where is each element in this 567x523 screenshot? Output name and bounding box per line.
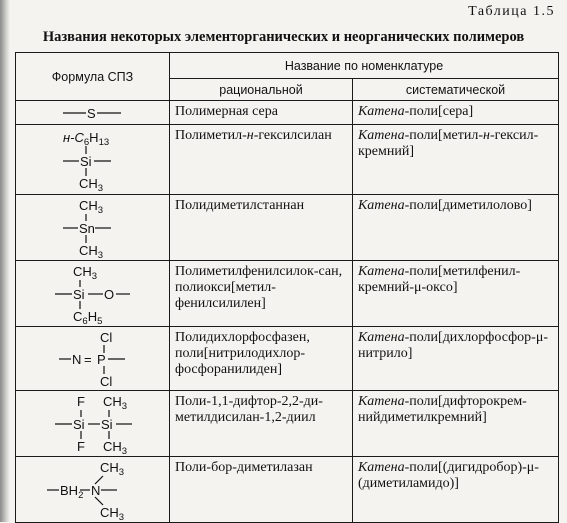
- formula-stannane: [33, 197, 153, 259]
- systematic-name-cell: Катена-поли[диметилолово]: [353, 195, 559, 261]
- svg-text:CH3: $CH_3$: [78, 197, 103, 216]
- table-row: [16, 125, 559, 195]
- svg-text:Sn: Sn: [78, 220, 95, 236]
- svg-text:O: O: [103, 286, 114, 302]
- svg-text:Si: Si: [72, 286, 85, 302]
- systematic-name-cell: Катена-поли[дихлорфосфор-μ-нитрило]: [353, 327, 559, 391]
- header-systematic: систематической: [353, 79, 559, 101]
- formula-cell: [16, 261, 170, 327]
- formula-cell: [16, 457, 170, 523]
- svg-text:C6H5: $C_6H_5$: [72, 308, 102, 325]
- svg-text:CH3: $CH_3$: [78, 175, 103, 192]
- table-title: Названия некоторых элементорганических и неорганических полимеров: [42, 29, 525, 45]
- svg-text:Si: Si: [79, 153, 92, 169]
- page-binding-shadow: [0, 0, 10, 522]
- svg-text:CH3: $CH_3$: [99, 504, 124, 521]
- formula-cell: [16, 391, 170, 457]
- svg-text:N: N: [90, 482, 100, 498]
- table-row: [16, 261, 559, 327]
- formula-phosphazene: [33, 329, 153, 389]
- table-caption: Таблица 1.5: [468, 4, 555, 19]
- formula-cell: [16, 101, 170, 125]
- svg-text:=: =: [83, 351, 92, 367]
- formula-polysilane: [33, 128, 153, 192]
- svg-text:Cl: Cl: [99, 373, 112, 389]
- rational-name-cell: Поли-бор-диметилазан: [170, 457, 353, 523]
- svg-text:н-C6H13: $н-C_6H_{13}$: [62, 129, 109, 148]
- header-name: Название по номенклатуре: [170, 53, 559, 79]
- formula-sulfur: [33, 103, 153, 123]
- systematic-name-cell: Катена-поли[метил-н-гексил-кремний]: [353, 125, 559, 195]
- svg-text:F: F: [76, 393, 85, 409]
- formula-cell: [16, 327, 170, 391]
- formula-cell: [16, 195, 170, 261]
- rational-name-cell: Поли-1,1-дифтор-2,2-ди-метилдисилан-1,2-диил: [170, 391, 353, 457]
- svg-text:Si: Si: [100, 416, 113, 432]
- rational-name-cell: Полиметилфенилсилок-сан, полиокси[метил-фенилсилилен]: [170, 261, 353, 327]
- svg-text:CH3: $CH_3$: [72, 263, 97, 282]
- table-row: [16, 391, 559, 457]
- header-rational: рациональной: [170, 79, 353, 101]
- formula-borazane: [33, 459, 153, 521]
- svg-text:CH3: $CH_3$: [78, 242, 103, 259]
- systematic-name-cell: Катена-поли[(дигидробор)-μ-(диметиламидо)]: [353, 457, 559, 523]
- formula-disilane: [33, 393, 153, 455]
- header-formula: Формула СПЗ: [16, 53, 170, 101]
- rational-name-cell: Полидихлорфосфазен, поли[нитрилодихлор-фосфоранилиден]: [170, 327, 353, 391]
- table-row: [16, 327, 559, 391]
- svg-text:N: N: [71, 351, 81, 367]
- svg-text:BH2: $BH_2$: [59, 482, 83, 501]
- polymer-names-table: [15, 52, 559, 523]
- svg-text:CH3: $CH_3$: [99, 459, 124, 478]
- systematic-name-cell: Катена-поли[дифторокрем-нийдиметилкремний]: [353, 391, 559, 457]
- formula-siloxane: [33, 263, 153, 325]
- svg-text:F: F: [76, 438, 85, 454]
- table-row: [16, 195, 559, 261]
- systematic-name-cell: Катена-поли[сера]: [353, 101, 559, 125]
- svg-text:P: P: [96, 351, 106, 367]
- svg-text:CH3: $CH_3$: [102, 393, 127, 412]
- table-row: [16, 457, 559, 523]
- systematic-name-cell: Катена-поли[метилфенил-кремний-μ-оксо]: [353, 261, 559, 327]
- svg-text:CH3: $CH_3$: [102, 438, 127, 455]
- formula-cell: [16, 125, 170, 195]
- svg-text:S: S: [86, 105, 96, 121]
- rational-name-cell: Полиметил-н-гексилсилан: [170, 125, 353, 195]
- svg-text:Si: Si: [72, 416, 85, 432]
- rational-name-cell: Полимерная сера: [170, 101, 353, 125]
- svg-text:Cl: Cl: [99, 329, 112, 345]
- rational-name-cell: Полидиметилстаннан: [170, 195, 353, 261]
- table-row: [16, 101, 559, 125]
